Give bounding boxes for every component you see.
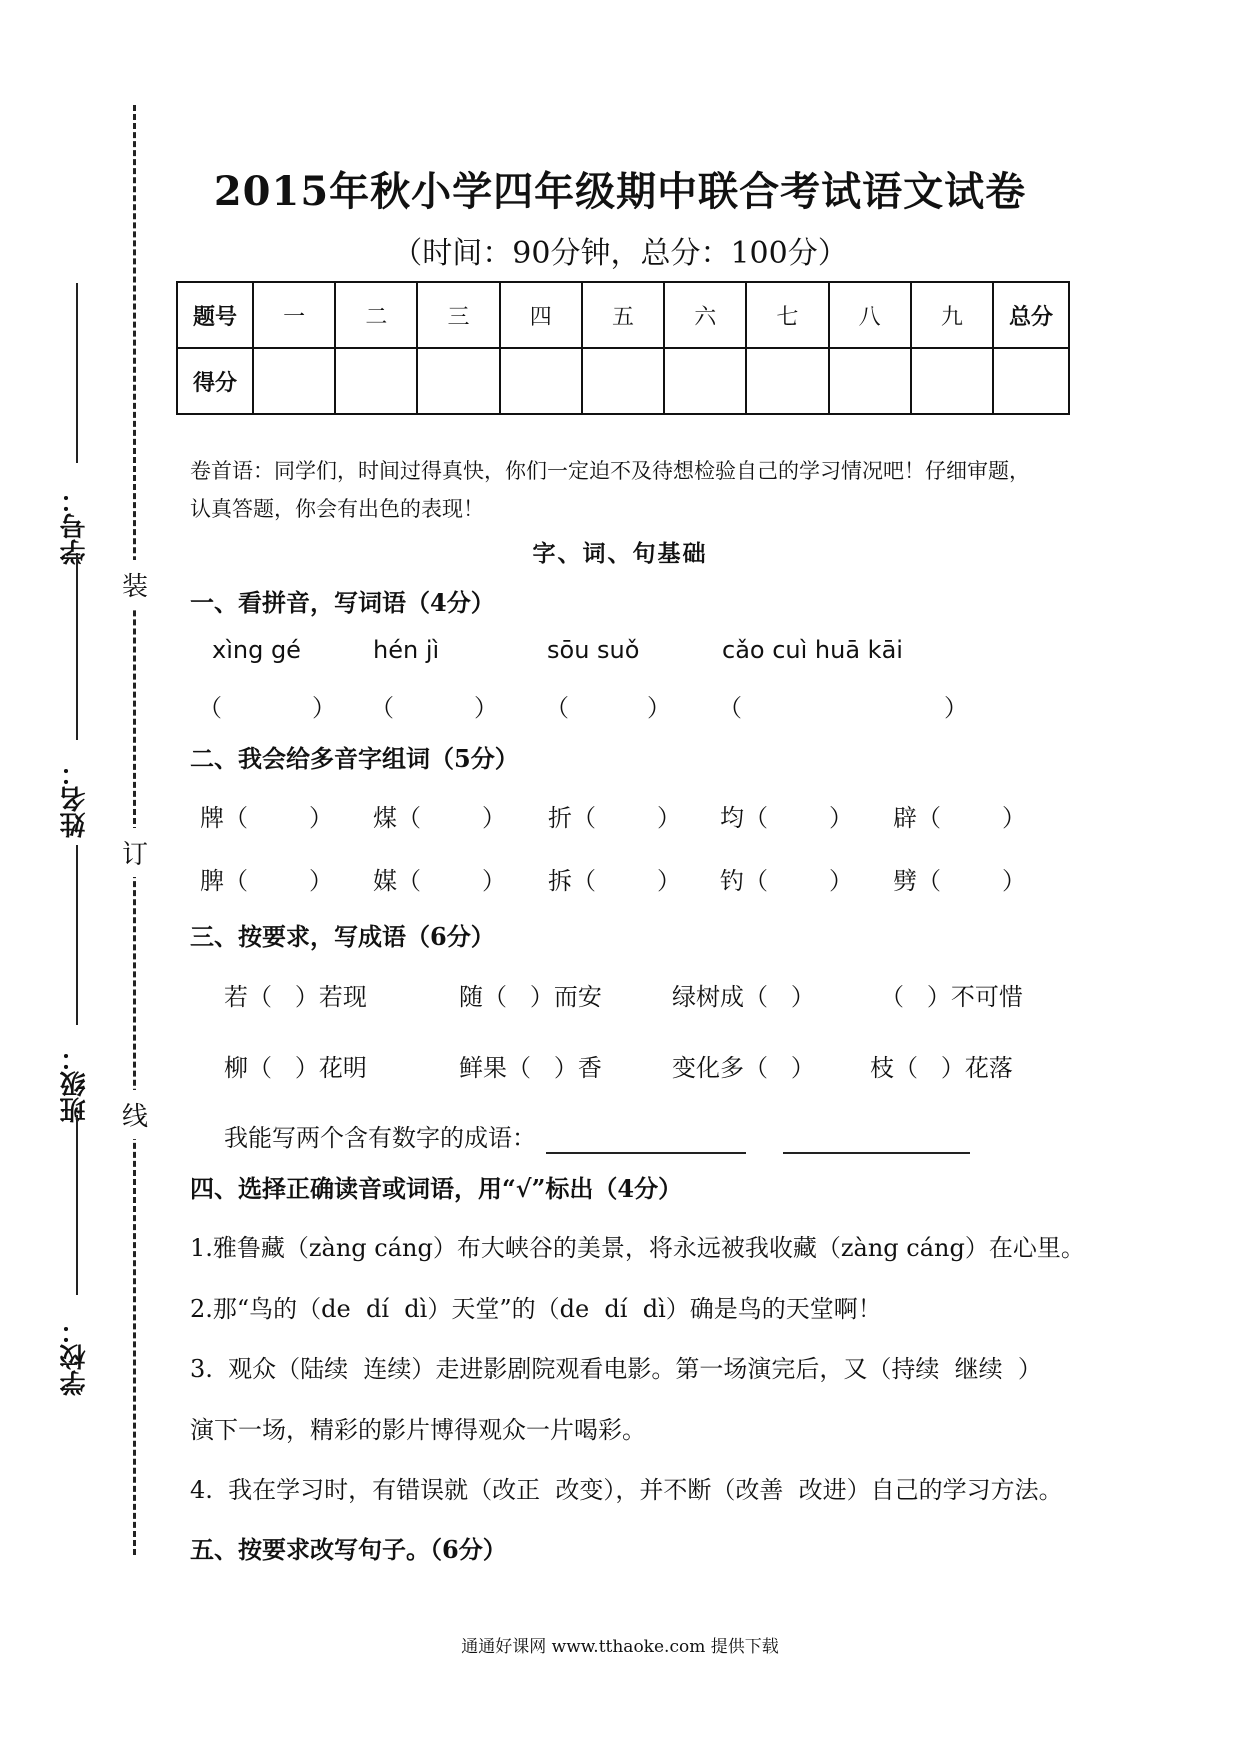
- binding-char-ding: 订: [122, 828, 148, 877]
- idiom-item: 绿树成（ ）: [672, 983, 815, 1011]
- polyphone-item: 钓（ ）: [720, 867, 854, 895]
- polyphone-item: 媒（ ）: [373, 867, 507, 895]
- exam-time-total: （时间：90分钟，总分：100分）: [392, 236, 848, 271]
- school-label: 学校：: [60, 1318, 90, 1396]
- question-3-title: 三、按要求，写成语（6分）: [190, 922, 495, 951]
- class-label: 班级：: [60, 1045, 90, 1123]
- idiom-item: 枝（ ）花落: [870, 1054, 1013, 1082]
- score-cell[interactable]: [500, 348, 582, 414]
- question-number-header: 题号: [177, 282, 253, 348]
- section-title: 字、词、句基础: [532, 540, 708, 567]
- column-header: 四: [500, 282, 582, 348]
- binding-char-xian: 线: [122, 1090, 148, 1139]
- polyphone-item: 牌（ ）: [200, 804, 334, 832]
- answer-underline[interactable]: [546, 1152, 746, 1154]
- school-line: [76, 1115, 78, 1295]
- column-header: 三: [417, 282, 499, 348]
- polyphone-item: 辟（ ）: [893, 804, 1027, 832]
- answer-paren-close: ）: [647, 694, 671, 722]
- footer-source: 通通好课网 www.tthaoke.com 提供下载: [461, 1637, 779, 1657]
- polyphone-item: 脾（ ）: [200, 867, 334, 895]
- question-1-title: 一、看拼音，写词语（4分）: [190, 588, 495, 617]
- score-table: [176, 281, 1070, 415]
- column-header: 八: [829, 282, 911, 348]
- column-header: 六: [664, 282, 746, 348]
- score-cell[interactable]: [746, 348, 828, 414]
- answer-paren-open: （: [370, 694, 394, 722]
- idiom-item: 随（ ）而安: [459, 983, 602, 1011]
- score-cell[interactable]: [911, 348, 993, 414]
- score-cell[interactable]: [253, 348, 335, 414]
- question-4-title: 四、选择正确读音或词语，用“√”标出（4分）: [190, 1174, 683, 1203]
- pinyin-item: sōu suǒ: [547, 636, 640, 664]
- answer-paren-open: （: [718, 694, 742, 722]
- idiom-item: （ ）不可惜: [880, 983, 1023, 1011]
- polyphone-item: 劈（ ）: [893, 867, 1027, 895]
- idiom-item: 若（ ）若现: [224, 983, 367, 1011]
- question-4-item-continued: 演下一场，精彩的影片博得观众一片喝彩。: [190, 1416, 646, 1444]
- question-4-item: 2.那“鸟的（de dí dì）天堂”的（de dí dì）确是鸟的天堂啊！: [190, 1295, 882, 1323]
- column-header: 七: [746, 282, 828, 348]
- answer-paren-open: （: [545, 694, 569, 722]
- page-title: 2015年秋小学四年级期中联合考试语文试卷: [213, 168, 1027, 215]
- student-name-line: [76, 553, 78, 740]
- question-4-item: 3. 观众（陆续 连续）走进影剧院观看电影。第一场演完后，又（持续 继续 ）: [190, 1355, 1042, 1383]
- answer-paren-close: ）: [312, 694, 336, 722]
- question-5-title: 五、按要求改写句子。（6分）: [190, 1535, 507, 1564]
- number-idiom-prompt: 我能写两个含有数字的成语：: [224, 1124, 536, 1152]
- idiom-item: 柳（ ）花明: [224, 1054, 367, 1082]
- idiom-item: 变化多（ ）: [672, 1054, 815, 1082]
- question-4-item: 4. 我在学习时，有错误就（改正 改变），并不断（改善 改进）自己的学习方法。: [190, 1476, 1063, 1504]
- polyphone-item: 均（ ）: [720, 804, 854, 832]
- total-score-header: 总分: [993, 282, 1069, 348]
- student-name-label: 姓名：: [60, 760, 90, 838]
- score-table-header-row: [177, 282, 1069, 348]
- intro-line: 卷首语：同学们，时间过得真快，你们一定迫不及待想检验自己的学习情况吧！仔细审题，: [190, 459, 1030, 483]
- idiom-item: 鲜果（ ）香: [459, 1054, 602, 1082]
- answer-underline[interactable]: [783, 1152, 970, 1154]
- answer-paren-close: ）: [944, 694, 968, 722]
- question-2-title: 二、我会给多音字组词（5分）: [190, 744, 519, 773]
- class-line: [76, 845, 78, 1025]
- polyphone-item: 煤（ ）: [373, 804, 507, 832]
- column-header: 二: [335, 282, 417, 348]
- polyphone-item: 折（ ）: [548, 804, 682, 832]
- polyphone-item: 拆（ ）: [548, 867, 682, 895]
- question-4-item: 1.雅鲁藏（zàng cáng）布大峡谷的美景，将永远被我收藏（zàng cáng）在心里。: [190, 1234, 1085, 1262]
- pinyin-item: hén jì: [373, 636, 440, 664]
- score-cell[interactable]: [664, 348, 746, 414]
- score-table-score-row: [177, 348, 1069, 414]
- answer-paren-close: ）: [474, 694, 498, 722]
- score-cell[interactable]: [993, 348, 1069, 414]
- score-row-header: 得分: [177, 348, 253, 414]
- student-id-label: 学号：: [60, 487, 90, 565]
- student-id-line: [76, 283, 78, 463]
- binding-char-zhuang: 装: [122, 560, 148, 609]
- pinyin-item: xìng gé: [212, 636, 301, 664]
- column-header: 五: [582, 282, 664, 348]
- column-header: 九: [911, 282, 993, 348]
- pinyin-item: cǎo cuì huā kāi: [722, 636, 903, 664]
- score-cell[interactable]: [582, 348, 664, 414]
- score-cell[interactable]: [417, 348, 499, 414]
- score-cell[interactable]: [335, 348, 417, 414]
- score-cell[interactable]: [829, 348, 911, 414]
- intro-paragraph: [190, 452, 1070, 528]
- answer-paren-open: （: [198, 694, 222, 722]
- column-header: 一: [253, 282, 335, 348]
- intro-line: 认真答题，你会有出色的表现！: [190, 497, 484, 521]
